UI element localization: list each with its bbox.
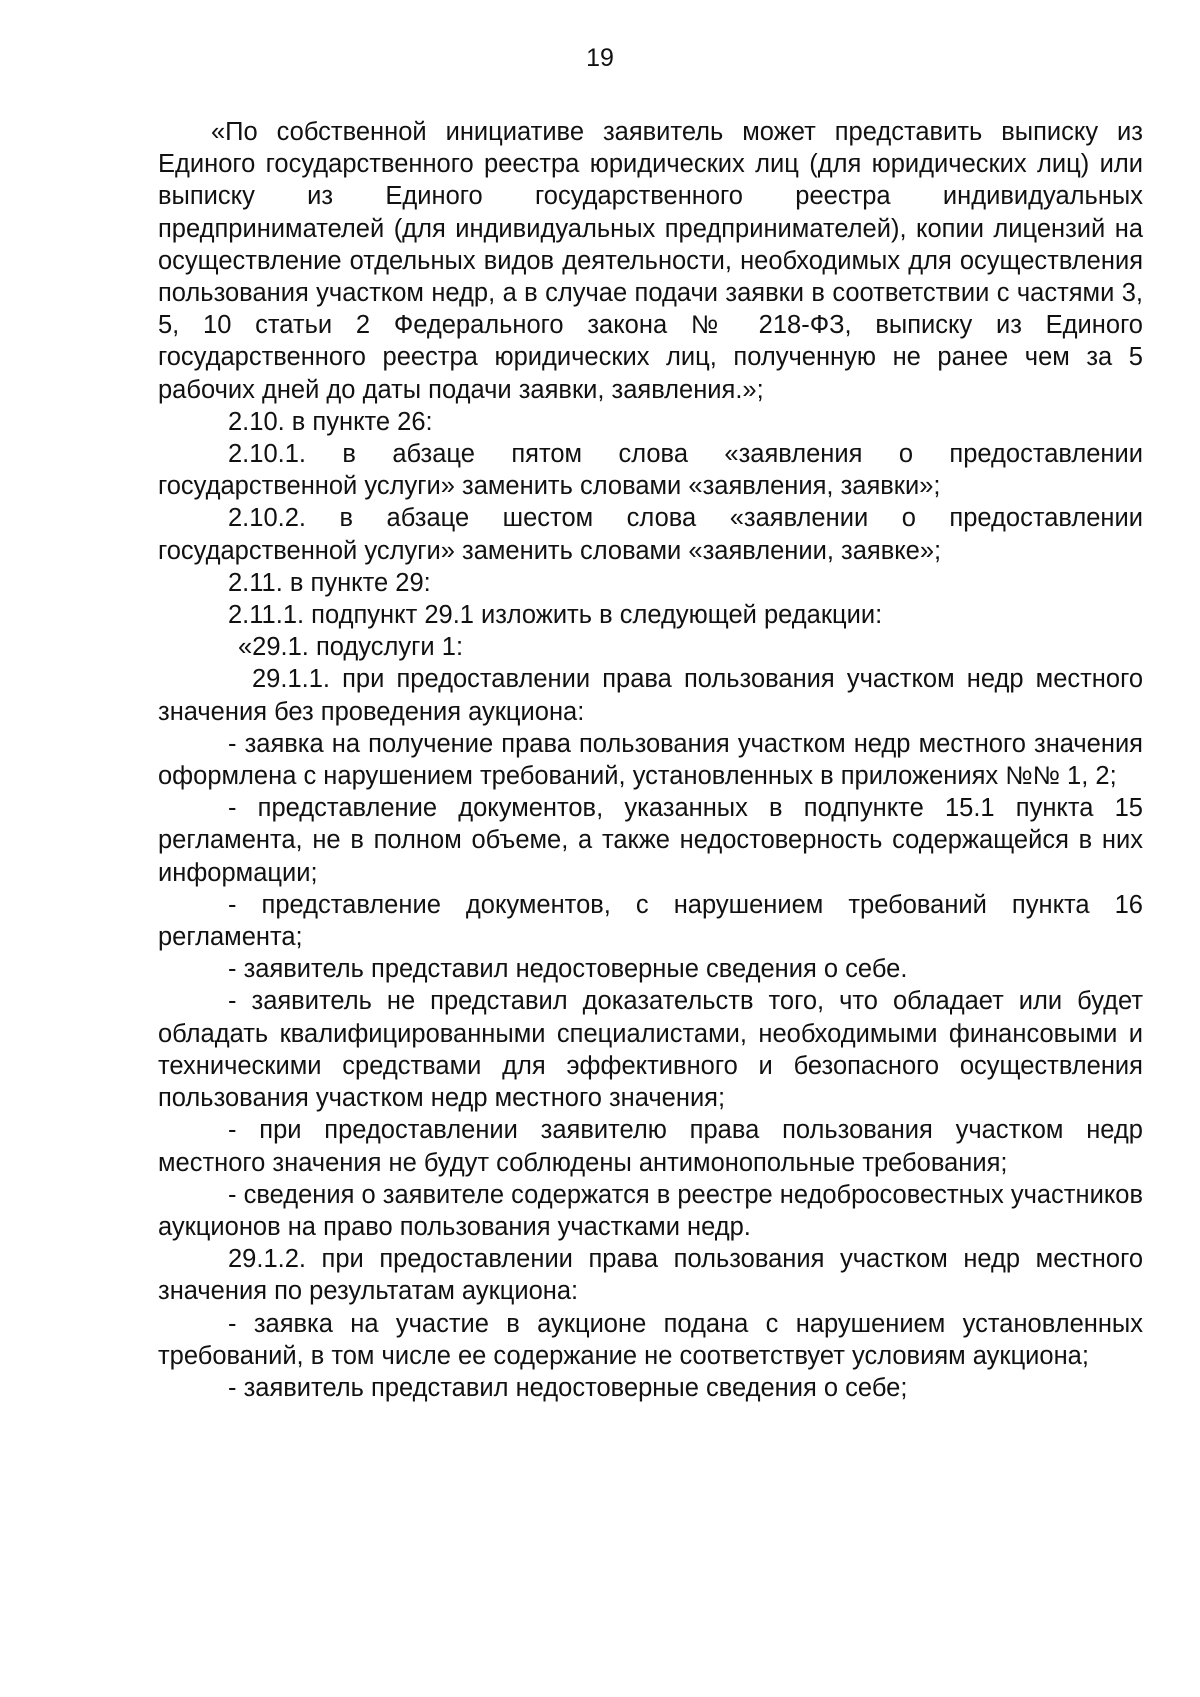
paragraph-2-10-2: 2.10.2. в абзаце шестом слова «заявлении о предоставлении государственной услуги» заменить словами «заявлении, заявке»; xyxy=(158,504,1143,565)
list-item-application-violation: - заявка на получение права пользования участком недр местного значения оформлена с нарушением требований, установленных в приложениях №№ 1, 2; xyxy=(158,729,1143,791)
paragraph-2-10-1: 2.10.1. в абзаце пятом слова «заявления о предоставлении государственной услуги» заменить словами «заявления, заявки»; xyxy=(158,440,1143,501)
list-item-false-information: - заявитель представил недостоверные сведения о себе. xyxy=(228,955,908,984)
document-body xyxy=(158,116,1143,1404)
list-item-documents-violation: - представление документов, с нарушением требований пункта 16 регламента; xyxy=(158,890,1143,952)
paragraph-29-1-1: 29.1.1. при предоставлении права пользования участком недр местного значения без проведения аукциона: xyxy=(158,665,1143,726)
list-item-false-information-auction: - заявитель представил недостоверные сведения о себе; xyxy=(228,1373,908,1402)
paragraph-29-1: «29.1. подуслуги 1: xyxy=(238,633,464,662)
list-item-unfair-registry: - сведения о заявителе содержатся в реестре недобросовестных участников аукционов на право пользования участками недр. xyxy=(158,1180,1143,1241)
list-item-antimonopoly: - при предоставлении заявителю права пользования участком недр местного значения не будут соблюдены антимонопольные требования; xyxy=(158,1116,1143,1177)
paragraph-29-1-2: 29.1.2. при предоставлении права пользования участком недр местного значения по результатам аукциона: xyxy=(158,1245,1143,1306)
page-number: 19 xyxy=(586,44,614,72)
paragraph-applicant-initiative: «По собственной инициативе заявитель может представить выписку из Единого государственного реестра юридических лиц (для юридических лиц) или выписку из Единого государственного реестра индивидуальных предпринимателей (для индивидуальных предпринимателей), копии лицензий на осуществление отдельных видов деятельности, необходимых для осуществления пользования участком недр, а в случае подачи заявки в соответствии с частями 3, 5, 10 статьи 2 Федерального закона № 218-ФЗ, выписку из Единого государственного реестра юридических лиц, полученную не ранее чем за 5 рабочих дней до даты подачи заявки, заявления.»; xyxy=(158,118,1143,404)
paragraph-2-11-1: 2.11.1. подпункт 29.1 изложить в следующей редакции: xyxy=(228,601,883,630)
list-item-incomplete-documents: - представление документов, указанных в подпункте 15.1 пункта 15 регламента, не в полном объеме, а также недостоверность содержащейся в них информации; xyxy=(158,794,1143,887)
paragraph-2-11: 2.11. в пункте 29: xyxy=(228,568,431,597)
paragraph-2-10: 2.10. в пункте 26: xyxy=(228,407,433,436)
list-item-auction-application-violation: - заявка на участие в аукционе подана с нарушением установленных требований, в том числе ее содержание не соответствует условиям аукциона; xyxy=(158,1309,1143,1370)
list-item-no-qualification-evidence: - заявитель не представил доказательств того, что обладает или будет обладать квалифицированными специалистами, необходимыми финансовыми и техническими средствами для эффективного и безопасного осуществления пользования участком недр местного значения; xyxy=(158,987,1143,1113)
